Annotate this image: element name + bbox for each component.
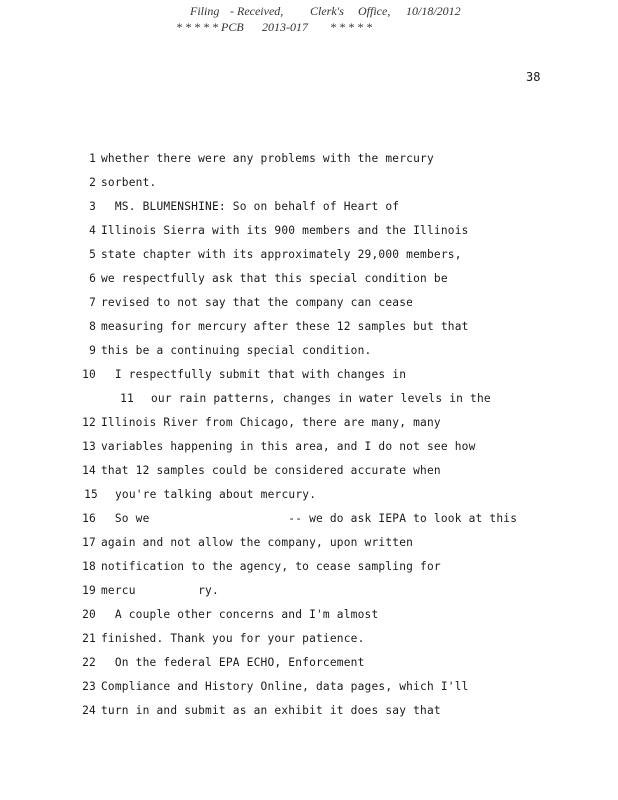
stamp-received: - Received, <box>230 4 284 18</box>
line-number: 2 <box>89 176 96 189</box>
line-text: Compliance and History Online, data pages, which I'll <box>101 680 469 693</box>
line-number: 11 <box>120 392 134 405</box>
line-text: state chapter with its approximately 29,000 members, <box>101 248 462 261</box>
line-text: On the federal EPA ECHO, Enforcement <box>101 656 365 669</box>
line-text: MS. BLUMENSHINE: So on behalf of Heart of <box>101 200 400 213</box>
line-number: 17 <box>82 536 96 549</box>
stamp-office: Office, <box>358 4 391 18</box>
line-text: A couple other concerns and I'm almost <box>101 608 379 621</box>
line-text: I respectfully submit that with changes in <box>101 368 407 381</box>
stamp-filing: Filing <box>190 4 220 18</box>
line-text: measuring for mercury after these 12 samples but that <box>101 320 469 333</box>
stamp-clerk: Clerk's <box>310 4 344 18</box>
line-text: finished. Thank you for your patience. <box>101 632 365 645</box>
page-number: 38 <box>526 70 541 84</box>
line-number: 24 <box>82 704 96 717</box>
line-number: 4 <box>89 224 96 237</box>
stamp-case-number: 2013-017 <box>262 20 308 34</box>
line-text: whether there were any problems with the mercury <box>101 152 434 165</box>
line-number: 14 <box>82 464 96 477</box>
line-text: you're talking about mercury. <box>115 488 317 501</box>
line-text: So we -- we do ask IEPA to look at this <box>101 512 518 525</box>
stamp-date: 10/18/2012 <box>406 4 461 18</box>
line-number: 21 <box>82 632 96 645</box>
line-text: again and not allow the company, upon written <box>101 536 414 549</box>
line-number: 5 <box>89 248 96 261</box>
stamp-stars-right: * * * * * <box>330 20 372 34</box>
line-text: revised to not say that the company can cease <box>101 296 414 309</box>
line-text: we respectfully ask that this special condition be <box>101 272 448 285</box>
line-number: 22 <box>82 656 96 669</box>
line-text: Illinois Sierra with its 900 members and the Illinois <box>101 224 469 237</box>
line-text: this be a continuing special condition. <box>101 344 372 357</box>
line-text: turn in and submit as an exhibit it does say that <box>101 704 441 717</box>
line-number: 3 <box>89 200 96 213</box>
line-text: our rain patterns, changes in water levels in the <box>151 392 491 405</box>
line-number: 6 <box>89 272 96 285</box>
line-text: that 12 samples could be considered accurate when <box>101 464 441 477</box>
line-text: Illinois River from Chicago, there are many, many <box>101 416 441 429</box>
line-number: 23 <box>82 680 96 693</box>
line-number: 7 <box>89 296 96 309</box>
line-text: variables happening in this area, and I do not see how <box>101 440 476 453</box>
line-number: 10 <box>82 368 96 381</box>
line-text: notification to the agency, to cease sampling for <box>101 560 441 573</box>
line-number: 19 <box>82 584 96 597</box>
line-number: 20 <box>82 608 96 621</box>
line-number: 9 <box>89 344 96 357</box>
line-number: 8 <box>89 320 96 333</box>
line-number: 1 <box>89 152 96 165</box>
line-text: sorbent. <box>101 176 157 189</box>
line-number: 18 <box>82 560 96 573</box>
line-number: 16 <box>82 512 96 525</box>
line-number: 15 <box>84 488 98 501</box>
line-number: 13 <box>82 440 96 453</box>
stamp-stars-left: * * * * * PCB <box>176 20 244 34</box>
line-number: 12 <box>82 416 96 429</box>
line-text: mercu ry. <box>101 584 219 597</box>
